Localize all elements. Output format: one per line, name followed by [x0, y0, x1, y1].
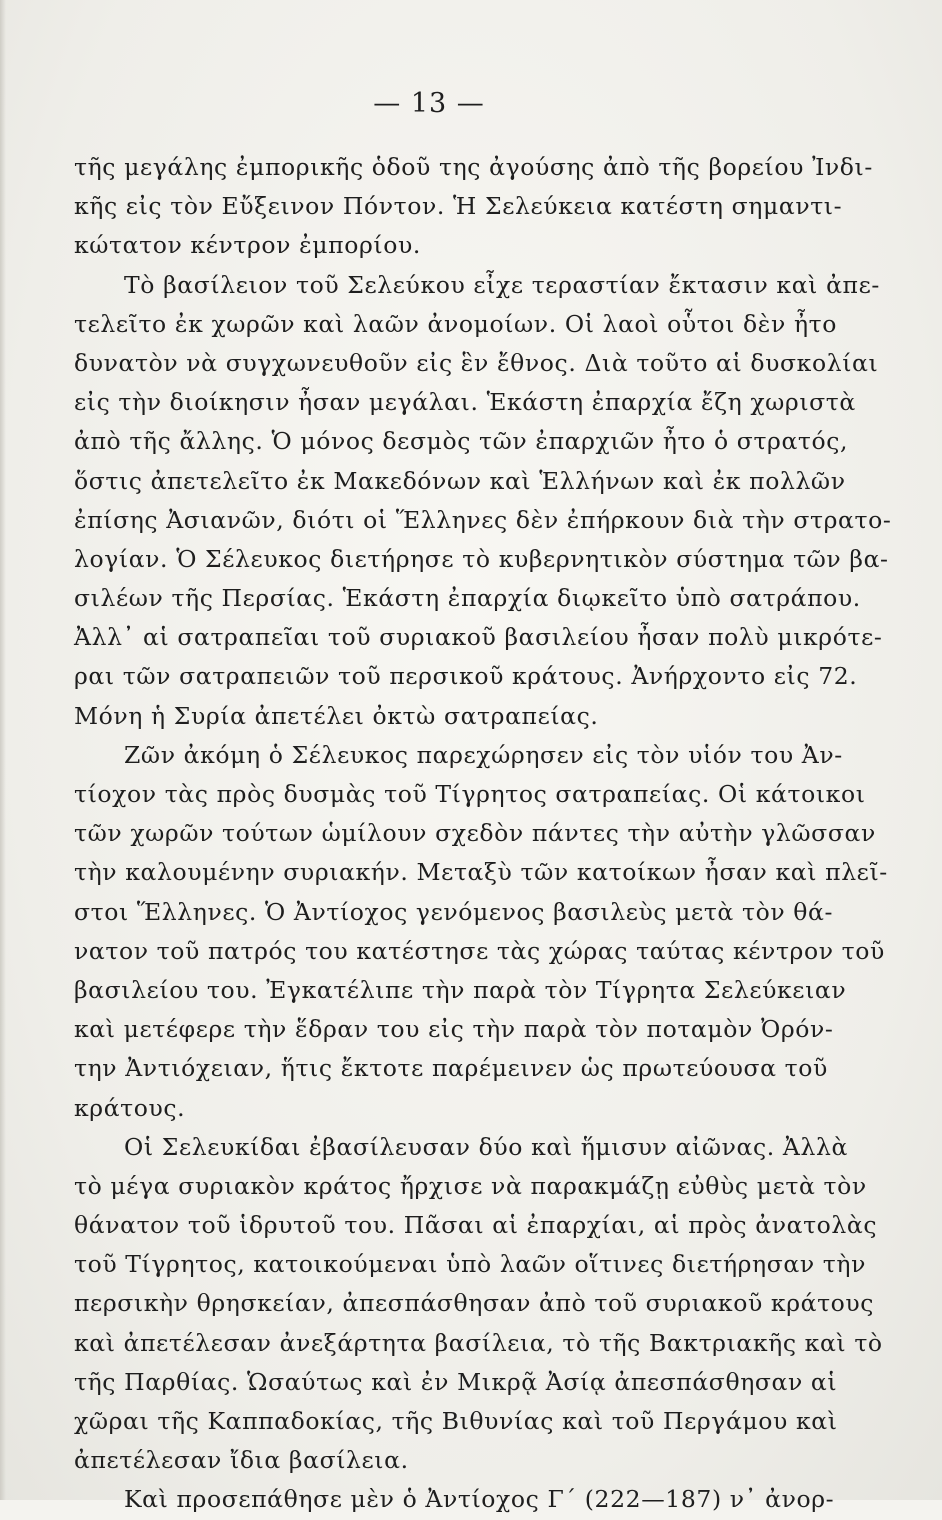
text-line: τῆς Παρθίας. Ὡσαύτως καὶ ἐν Μικρᾷ Ἀσίᾳ ἀπεσπάσθησαν αἱ [74, 1367, 838, 1396]
text-line: χῶραι τῆς Καππαδοκίας, τῆς Βιθυνίας καὶ τοῦ Περγάμου καὶ [74, 1407, 838, 1435]
text-line: τῶν χωρῶν τούτων ὡμίλουν σχεδὸν πάντες τὴν αὐτὴν γλῶσσαν [74, 819, 876, 848]
text-line: νατον τοῦ πατρός του κατέστησε τὰς χώρας ταύτας κέντρον τοῦ [74, 936, 885, 965]
text-line: καὶ μετέφερε τὴν ἕδραν του εἰς τὴν παρὰ τὸν ποταμὸν Ὀρόν- [74, 1015, 834, 1044]
text-line: δυνατὸν νὰ συγχωνευθοῦν εἰς ἓν ἔθνος. Διὰ τοῦτο αἱ δυσκολίαι [74, 348, 879, 377]
text-line: την Ἀντιόχειαν, ἥτις ἔκτοτε παρέμεινεν ὡς πρωτεύουσα τοῦ [74, 1054, 828, 1083]
text-line: ἀπὸ τῆς ἄλλης. Ὁ μόνος δεσμὸς τῶν ἐπαρχιῶν ἦτο ὁ στρατός, [74, 427, 849, 456]
text-line: Οἱ Σελευκίδαι ἐβασίλευσαν δύο καὶ ἥμισυν αἰῶνας. Ἀλλὰ [124, 1132, 848, 1161]
text-line: κράτους. [74, 1093, 186, 1122]
text-line: ὅστις ἀπετελεῖτο ἐκ Μακεδόνων καὶ Ἑλλήνων καὶ ἐκ πολλῶν [74, 466, 846, 495]
text-line: σιλέων τῆς Περσίας. Ἑκάστη ἐπαρχία διῳκεῖτο ὑπὸ σατράπου. [74, 584, 861, 613]
text-line: βασιλείου του. Ἐγκατέλιπε τὴν παρὰ τὸν Τίγρητα Σελεύκειαν [74, 975, 847, 1004]
text-line: τὴν καλουμένην συριακήν. Μεταξὺ τῶν κατοίκων ἦσαν καὶ πλεῖ- [74, 858, 888, 887]
text-line: τίοχον τὰς πρὸς δυσμὰς τοῦ Τίγρητος σατραπείας. Οἱ κάτοικοι [74, 780, 866, 808]
text-line: θάνατον τοῦ ἱδρυτοῦ του. Πᾶσαι αἱ ἐπαρχίαι, αἱ πρὸς ἀνατολὰς [74, 1211, 878, 1240]
text-line: στοι Ἕλληνες. Ὁ Ἀντίοχος γενόμενος βασιλεὺς μετὰ τὸν θά- [74, 897, 834, 926]
text-line: περσικὴν θρησκείαν, ἀπεσπάσθησαν ἀπὸ τοῦ συριακοῦ κράτους [74, 1289, 875, 1318]
text-line: εἰς τὴν διοίκησιν ἦσαν μεγάλαι. Ἑκάστη ἐπαρχία ἔζη χωριστὰ [74, 388, 856, 417]
text-line: ἐπίσης Ἀσιανῶν, διότι οἱ Ἕλληνες δὲν ἐπήρκουν διὰ τὴν στρατο- [74, 505, 892, 534]
text-line: Ἀλλ᾽ αἱ σατραπεῖαι τοῦ συριακοῦ βασιλείου ἦσαν πολὺ μικρότε- [74, 623, 883, 652]
text-line: καὶ ἀπετέλεσαν ἀνεξάρτητα βασίλεια, τὸ τῆς Βακτριακῆς καὶ τὸ [74, 1328, 883, 1357]
text-line: ραι τῶν σατραπειῶν τοῦ περσικοῦ κράτους. Ἀνήρχοντο εἰς 72. [74, 662, 858, 691]
body-text [74, 148, 892, 1520]
text-line: ἀπετέλεσαν ἴδια βασίλεια. [74, 1446, 409, 1475]
text-line: Καὶ προσεπάθησε μὲν ὁ Ἀντίοχος Γ΄ (222—187) ν᾽ ἀνορ- [124, 1485, 835, 1514]
text-line: τῆς μεγάλης ἐμπορικῆς ὁδοῦ της ἀγούσης ἀπὸ τῆς βορείου Ἰνδι- [74, 153, 873, 181]
page-number: — 13 — [373, 88, 485, 119]
text-line: Ζῶν ἀκόμη ὁ Σέλευκος παρεχώρησεν εἰς τὸν υἱόν του Ἀν- [124, 740, 843, 769]
text-line: λογίαν. Ὁ Σέλευκος διετήρησε τὸ κυβερνητικὸν σύστημα τῶν βα- [74, 544, 889, 573]
page-binding-edge [0, 0, 6, 1500]
text-line: τελεῖτο ἐκ χωρῶν καὶ λαῶν ἀνομοίων. Οἱ λαοὶ οὗτοι δὲν ἦτο [74, 309, 837, 338]
text-line: κῆς εἰς τὸν Εὔξεινον Πόντον. Ἡ Σελεύκεια κατέστη σημαντι- [74, 192, 843, 221]
text-line: Τὸ βασίλειον τοῦ Σελεύκου εἶχε τεραστίαν ἔκτασιν καὶ ἀπε- [124, 270, 880, 299]
text-line: κώτατον κέντρον ἐμπορίου. [74, 231, 421, 260]
text-line: Μόνη ἡ Συρία ἀπετέλει ὀκτὼ σατραπείας. [74, 701, 599, 730]
text-line: τοῦ Τίγρητος, κατοικούμεναι ὑπὸ λαῶν οἵτινες διετήρησαν τὴν [74, 1250, 866, 1279]
text-line: τὸ μέγα συριακὸν κράτος ἤρχισε νὰ παρακμάζῃ εὐθὺς μετὰ τὸν [74, 1171, 867, 1200]
